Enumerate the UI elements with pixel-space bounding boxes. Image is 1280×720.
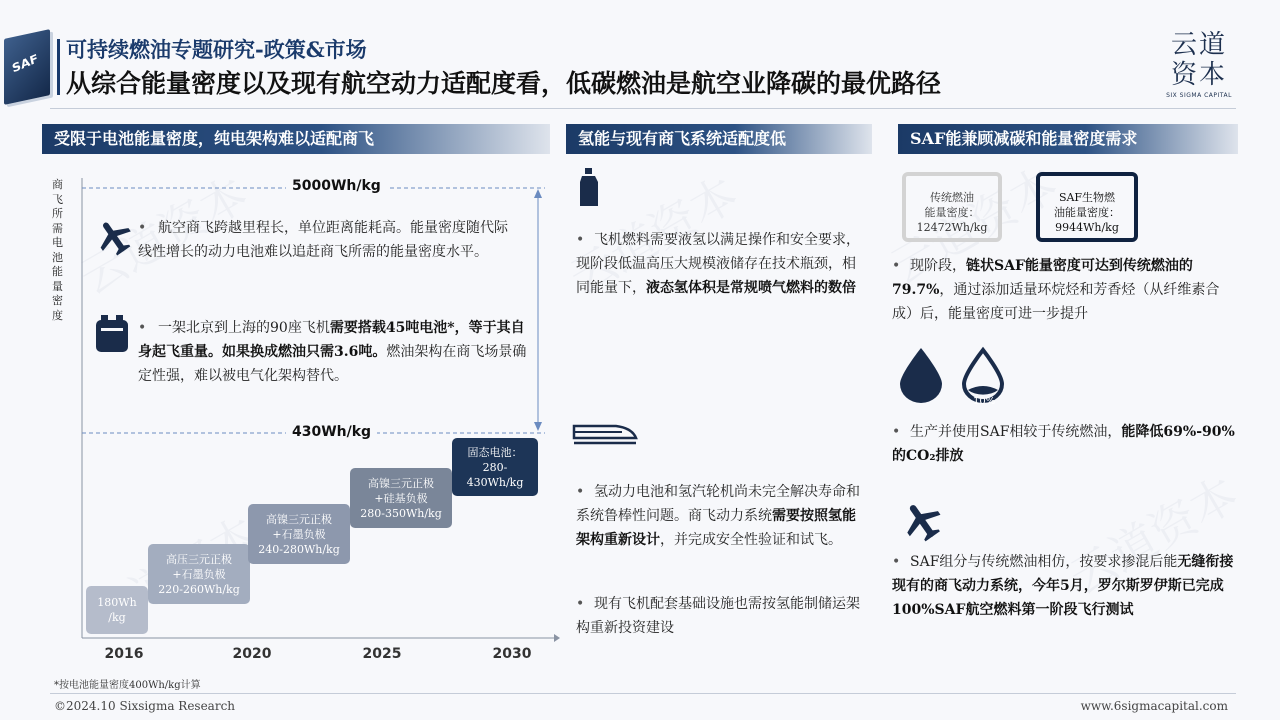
x-tick-label: 2020	[232, 646, 272, 662]
bullet-dot: •	[892, 258, 901, 274]
saf-logo-text: SAF	[10, 51, 40, 76]
page-title: 从综合能量密度以及现有航空动力适配度看，低碳燃油是航空业降碳的最优路径	[66, 69, 942, 98]
footnote: *按电池能量密度400Wh/kg计算	[54, 680, 201, 691]
x-tick-label: 2025	[362, 646, 402, 662]
saf-bullet-3-bold: 无缝衔接现有的商飞动力系统，今年5月，罗尔斯罗伊斯已完成100%SAF航空燃料第一阶段飞行测试	[892, 554, 1234, 618]
bar-3: 高镍三元正极 +石墨负极 240-280Wh/kg	[248, 504, 350, 564]
battery-bullet-1-text: 航空商飞跨越里程长，单位距离能耗高。能量密度随代际线性增长的动力电池难以追赶商飞所需的能量密度水平。	[138, 220, 508, 260]
bar-2: 高压三元正极 +石墨负极 220-260Wh/kg	[148, 544, 250, 604]
hydrogen-bullet-1-bold: 液态氢体积是常规喷气燃料的数倍	[646, 280, 856, 296]
page-subtitle: 可持续燃油专题研究-政策&市场	[66, 37, 367, 62]
fuel-tank-saf: SAF生物燃 油能量密度： 9944Wh/kg	[1036, 172, 1138, 242]
bullet-dot: •	[576, 596, 585, 612]
bar-4: 高镍三元正极 +硅基负极 280-350Wh/kg	[350, 468, 452, 528]
saf-bullet-3	[892, 550, 1238, 622]
footer-divider	[50, 693, 1236, 694]
hydrogen-bullet-2-bold: 需要按照氢能架构重新设计	[576, 508, 856, 548]
brand-name-line2: 资本	[1170, 60, 1227, 90]
bar-1: 180Wh /kg	[86, 586, 148, 634]
train-icon	[572, 420, 638, 446]
hydrogen-bullet-1-text: 飞机燃料需要液氢以满足操作和安全要求，现阶段低温高压大规模液储存在技术瓶颈，相同能量下，	[576, 232, 860, 296]
saf-bullet-2-text-a: 生产并使用SAF相较于传统燃油，	[910, 424, 1122, 440]
drop-percent-label: 10%	[973, 396, 996, 407]
bullet-dot: •	[576, 232, 585, 248]
fuel-tank-traditional: 传统燃油 能量密度： 12472Wh/kg	[902, 172, 1002, 242]
bullet-dot: •	[138, 320, 147, 336]
hydrogen-bullet-2	[576, 480, 866, 552]
hydrogen-bullet-2-text: 氢动力电池和氢汽轮机尚未完全解决寿命和系统鲁棒性问题。商飞动力系统	[576, 484, 860, 524]
section-header-hydrogen: 氢能与现有商飞系统适配度低	[566, 124, 872, 154]
hydrogen-bullet-3-text: 现有飞机配套基础设施也需按氢能制储运架构重新投资建设	[576, 596, 860, 636]
fuel-bottle-icon	[578, 168, 600, 208]
bullet-dot: •	[892, 424, 901, 440]
section-header-battery: 受限于电池能量密度，纯电架构难以适配商飞	[42, 124, 550, 154]
airplane-icon	[900, 500, 944, 542]
hydrogen-bullet-2-text-c: ，并完成安全性验证和试飞。	[660, 532, 842, 548]
battery-bullet-2-text-bold: 需要搭载45吨电池*，等于其自身起飞重量。如果换成燃油只需3.6吨。	[138, 320, 525, 360]
bullet-dot: •	[892, 554, 901, 570]
bullet-dot: •	[576, 484, 585, 500]
gap-arrow-down-icon	[534, 422, 542, 431]
footer-url: www.6sigmacapital.com	[1080, 699, 1228, 713]
saf-bullet-2	[892, 420, 1238, 468]
brand-name-en: SIX SIGMA CAPITAL	[1166, 92, 1232, 99]
airplane-icon	[94, 218, 134, 256]
x-axis-arrow-icon	[554, 634, 560, 642]
battery-icon	[94, 314, 130, 354]
bullet-dot: •	[138, 220, 147, 236]
drop-filled-icon	[898, 346, 944, 404]
hydrogen-bullet-1	[576, 228, 866, 300]
saf-bullet-1	[892, 254, 1238, 326]
battery-bullet-2-text-c: 燃油架构在商飞场景确定性强，难以被电气化架构替代。	[138, 344, 527, 384]
bar-5: 固态电池： 280- 430Wh/kg	[452, 438, 538, 496]
saf-bullet-2-bold: 能降低69%-90%的CO₂排放	[892, 424, 1235, 464]
saf-bullet-3-text-a: SAF组分与传统燃油相仿，按要求掺混后能	[910, 554, 1178, 570]
brand-name-line1: 云道	[1170, 30, 1227, 60]
saf-bullet-1-bold: 链状SAF能量密度可达到传统燃油的79.7%	[892, 258, 1193, 298]
saf-bullet-1-text-c: ，通过添加适量环烷烃和芳香烃（从纤维素合成）后，能量密度可进一步提升	[892, 282, 1220, 322]
saf-bullet-1-text-a: 现阶段，	[910, 258, 966, 274]
gap-arrow-up-icon	[534, 189, 542, 198]
battery-bullet-2-text-a: 一架北京到上海的90座飞机	[158, 320, 330, 336]
level-label-mid: 430Wh/kg	[286, 424, 377, 440]
level-label-top: 5000Wh/kg	[286, 178, 387, 194]
x-tick-label: 2016	[104, 646, 144, 662]
footer-copyright: ©2024.10 Sixsigma Research	[54, 699, 236, 713]
battery-bullet-2	[138, 316, 538, 388]
battery-bullet-1	[138, 216, 520, 264]
y-axis-label: 商飞所需电池能量密度	[52, 178, 63, 322]
x-tick-label: 2030	[492, 646, 532, 662]
hydrogen-bullet-3	[576, 592, 866, 640]
section-header-saf: SAF能兼顾减碳和能量密度需求	[898, 124, 1238, 154]
